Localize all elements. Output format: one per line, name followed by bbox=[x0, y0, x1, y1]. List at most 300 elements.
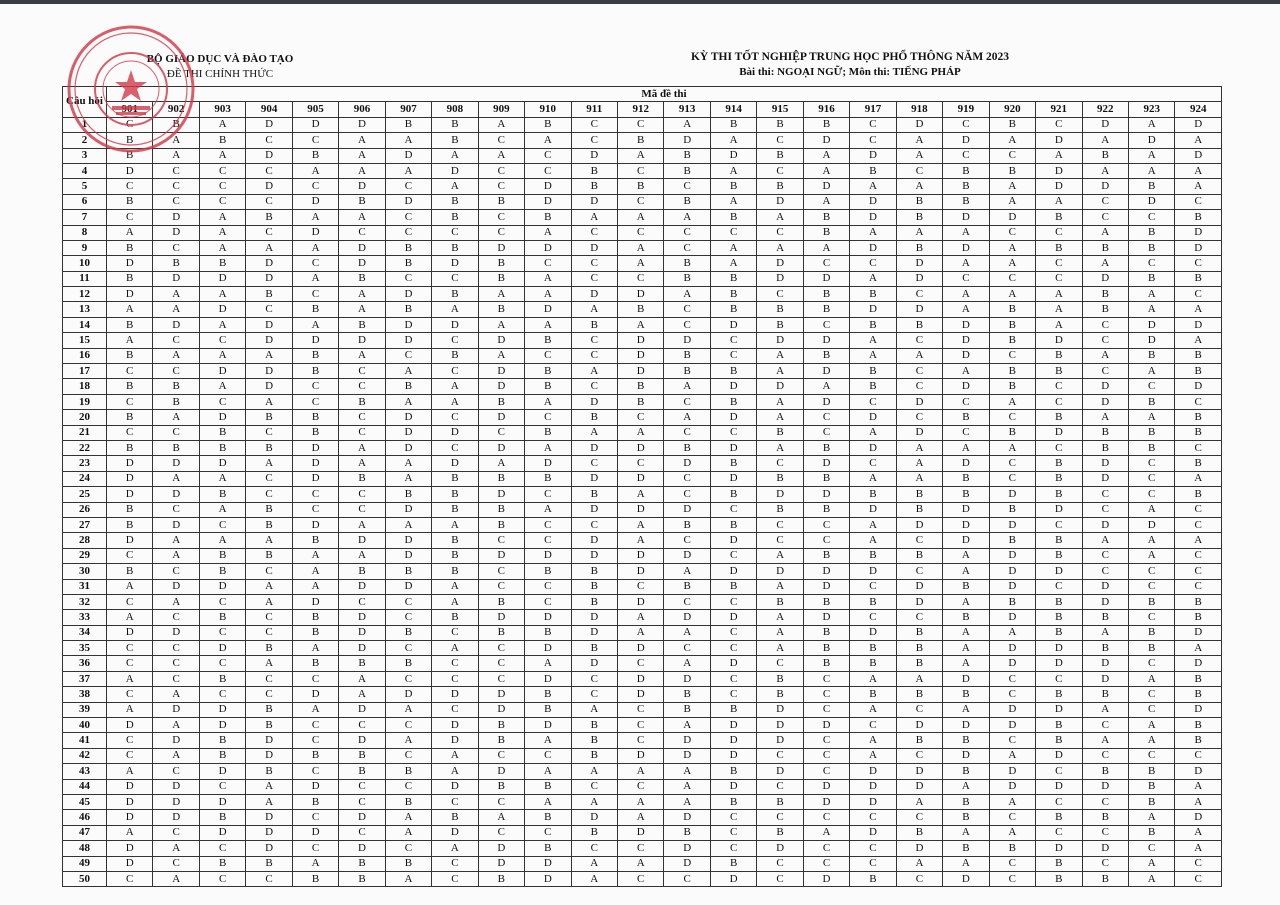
answer-cell: D bbox=[850, 302, 896, 317]
answer-cell: D bbox=[943, 456, 989, 471]
answer-cell: C bbox=[989, 471, 1035, 486]
answer-cell: D bbox=[292, 687, 338, 702]
answer-cell: D bbox=[1036, 502, 1082, 517]
answer-cell: C bbox=[896, 810, 942, 825]
table-row bbox=[63, 117, 1222, 132]
answer-cell: C bbox=[896, 163, 942, 178]
question-number: 40 bbox=[63, 718, 107, 733]
answer-cell: D bbox=[339, 256, 385, 271]
answer-cell: C bbox=[757, 748, 803, 763]
answer-cell: B bbox=[757, 825, 803, 840]
answer-cell: A bbox=[1175, 794, 1222, 809]
answer-cell: B bbox=[432, 117, 478, 132]
answer-cell: A bbox=[989, 133, 1035, 148]
answer-cell: A bbox=[571, 856, 617, 871]
answer-cell: A bbox=[153, 471, 199, 486]
answer-cell: B bbox=[339, 764, 385, 779]
answer-cell: C bbox=[710, 825, 756, 840]
answer-cell: D bbox=[850, 148, 896, 163]
answer-cell: A bbox=[1128, 502, 1174, 517]
answer-cell: B bbox=[710, 287, 756, 302]
answer-cell: C bbox=[896, 287, 942, 302]
answer-cell: C bbox=[989, 687, 1035, 702]
answer-cell: A bbox=[246, 456, 292, 471]
table-row bbox=[63, 641, 1222, 656]
answer-cell: B bbox=[478, 271, 524, 286]
answer-cell: D bbox=[107, 471, 153, 486]
answer-cell: B bbox=[710, 764, 756, 779]
answer-cell: B bbox=[385, 656, 431, 671]
answer-cell: B bbox=[710, 702, 756, 717]
answer-cell: C bbox=[571, 517, 617, 532]
answer-cell: C bbox=[664, 871, 710, 886]
answer-cell: D bbox=[107, 856, 153, 871]
question-number: 38 bbox=[63, 687, 107, 702]
answer-cell: D bbox=[710, 733, 756, 748]
answer-cell: B bbox=[1082, 610, 1128, 625]
answer-cell: C bbox=[571, 841, 617, 856]
answer-cell: C bbox=[710, 841, 756, 856]
answer-cell: A bbox=[850, 225, 896, 240]
answer-cell: C bbox=[757, 133, 803, 148]
answer-cell: B bbox=[571, 718, 617, 733]
answer-cell: A bbox=[757, 240, 803, 255]
answer-cell: D bbox=[943, 210, 989, 225]
answer-cell: A bbox=[943, 440, 989, 455]
answer-cell: D bbox=[246, 333, 292, 348]
answer-cell: D bbox=[896, 256, 942, 271]
answer-cell: D bbox=[246, 733, 292, 748]
answer-cell: A bbox=[1128, 733, 1174, 748]
answer-cell: C bbox=[339, 425, 385, 440]
answer-key-table bbox=[62, 86, 1222, 887]
answer-cell: B bbox=[664, 440, 710, 455]
answer-cell: C bbox=[153, 194, 199, 209]
answer-cell: D bbox=[757, 841, 803, 856]
answer-cell: B bbox=[757, 471, 803, 486]
answer-cell: D bbox=[1036, 425, 1082, 440]
answer-cell: B bbox=[385, 256, 431, 271]
answer-cell: D bbox=[943, 348, 989, 363]
answer-cell: D bbox=[1175, 702, 1222, 717]
answer-cell: A bbox=[1036, 317, 1082, 332]
answer-cell: D bbox=[153, 579, 199, 594]
answer-cell: C bbox=[617, 163, 663, 178]
answer-cell: C bbox=[385, 610, 431, 625]
answer-cell: B bbox=[1128, 641, 1174, 656]
answer-cell: D bbox=[989, 579, 1035, 594]
answer-cell: A bbox=[478, 148, 524, 163]
answer-cell: C bbox=[803, 856, 849, 871]
answer-cell: C bbox=[989, 148, 1035, 163]
answer-cell: D bbox=[757, 487, 803, 502]
answer-cell: C bbox=[153, 502, 199, 517]
answer-cell: A bbox=[153, 533, 199, 548]
answer-cell: B bbox=[803, 641, 849, 656]
answer-cell: D bbox=[107, 810, 153, 825]
answer-cell: D bbox=[664, 748, 710, 763]
answer-cell: C bbox=[989, 225, 1035, 240]
answer-cell: A bbox=[525, 287, 571, 302]
exam-code: 912 bbox=[617, 102, 663, 117]
answer-cell: C bbox=[617, 702, 663, 717]
answer-cell: D bbox=[107, 287, 153, 302]
answer-cell: A bbox=[757, 610, 803, 625]
answer-cell: D bbox=[432, 317, 478, 332]
answer-cell: B bbox=[710, 487, 756, 502]
answer-cell: B bbox=[199, 564, 245, 579]
answer-cell: D bbox=[525, 718, 571, 733]
answer-cell: A bbox=[432, 764, 478, 779]
answer-cell: C bbox=[478, 794, 524, 809]
answer-cell: A bbox=[107, 579, 153, 594]
answer-cell: D bbox=[571, 610, 617, 625]
answer-cell: C bbox=[292, 179, 338, 194]
answer-cell: A bbox=[246, 533, 292, 548]
answer-cell: C bbox=[153, 656, 199, 671]
answer-cell: B bbox=[246, 502, 292, 517]
answer-cell: A bbox=[989, 625, 1035, 640]
answer-cell: D bbox=[199, 794, 245, 809]
answer-cell: A bbox=[292, 163, 338, 178]
table-row bbox=[63, 871, 1222, 886]
answer-cell: B bbox=[385, 564, 431, 579]
answer-cell: C bbox=[246, 564, 292, 579]
question-number: 31 bbox=[63, 579, 107, 594]
answer-cell: C bbox=[1082, 825, 1128, 840]
answer-cell: C bbox=[246, 225, 292, 240]
answer-cell: C bbox=[525, 148, 571, 163]
answer-cell: C bbox=[664, 394, 710, 409]
answer-cell: A bbox=[478, 810, 524, 825]
answer-cell: C bbox=[153, 564, 199, 579]
answer-cell: D bbox=[385, 579, 431, 594]
answer-cell: C bbox=[757, 810, 803, 825]
answer-cell: A bbox=[432, 179, 478, 194]
answer-cell: B bbox=[478, 394, 524, 409]
answer-cell: A bbox=[1128, 718, 1174, 733]
answer-cell: D bbox=[757, 271, 803, 286]
answer-cell: B bbox=[246, 548, 292, 563]
answer-cell: A bbox=[385, 471, 431, 486]
answer-cell: B bbox=[1036, 471, 1082, 486]
exam-code-row bbox=[63, 102, 1222, 117]
answer-cell: C bbox=[710, 425, 756, 440]
answer-cell: C bbox=[246, 871, 292, 886]
answer-cell: A bbox=[1036, 194, 1082, 209]
table-row bbox=[63, 548, 1222, 563]
answer-cell: A bbox=[525, 394, 571, 409]
answer-cell: D bbox=[1082, 656, 1128, 671]
answer-cell: A bbox=[1082, 348, 1128, 363]
answer-cell: A bbox=[432, 517, 478, 532]
question-number: 9 bbox=[63, 240, 107, 255]
answer-cell: D bbox=[385, 548, 431, 563]
answer-cell: D bbox=[803, 779, 849, 794]
answer-cell: C bbox=[989, 856, 1035, 871]
answer-cell: B bbox=[1036, 687, 1082, 702]
answer-cell: C bbox=[803, 517, 849, 532]
answer-cell: B bbox=[432, 471, 478, 486]
answer-cell: A bbox=[339, 548, 385, 563]
answer-cell: A bbox=[246, 240, 292, 255]
answer-cell: A bbox=[199, 287, 245, 302]
answer-cell: D bbox=[339, 733, 385, 748]
answer-cell: A bbox=[153, 748, 199, 763]
answer-cell: D bbox=[850, 779, 896, 794]
answer-cell: C bbox=[246, 194, 292, 209]
answer-cell: B bbox=[107, 194, 153, 209]
answer-cell: D bbox=[571, 810, 617, 825]
table-row bbox=[63, 579, 1222, 594]
answer-cell: D bbox=[478, 856, 524, 871]
answer-cell: A bbox=[292, 579, 338, 594]
answer-cell: C bbox=[664, 487, 710, 502]
answer-cell: B bbox=[1128, 440, 1174, 455]
answer-cell: A bbox=[153, 287, 199, 302]
answer-cell: A bbox=[385, 702, 431, 717]
answer-cell: D bbox=[989, 656, 1035, 671]
answer-cell: B bbox=[896, 687, 942, 702]
answer-cell: A bbox=[1082, 410, 1128, 425]
answer-cell: B bbox=[803, 348, 849, 363]
answer-cell: C bbox=[571, 671, 617, 686]
question-number: 46 bbox=[63, 810, 107, 825]
answer-cell: C bbox=[292, 671, 338, 686]
answer-cell: C bbox=[1128, 456, 1174, 471]
answer-cell: D bbox=[292, 440, 338, 455]
answer-cell: A bbox=[1128, 410, 1174, 425]
answer-cell: C bbox=[1175, 856, 1222, 871]
answer-cell: C bbox=[989, 456, 1035, 471]
answer-cell: B bbox=[989, 317, 1035, 332]
answer-cell: A bbox=[943, 594, 989, 609]
answer-cell: C bbox=[339, 502, 385, 517]
answer-cell: C bbox=[850, 579, 896, 594]
answer-cell: D bbox=[803, 364, 849, 379]
question-number: 24 bbox=[63, 471, 107, 486]
answer-cell: C bbox=[199, 841, 245, 856]
answer-cell: B bbox=[478, 502, 524, 517]
answer-cell: B bbox=[1082, 440, 1128, 455]
answer-cell: C bbox=[339, 225, 385, 240]
answer-cell: A bbox=[385, 133, 431, 148]
answer-cell: B bbox=[199, 748, 245, 763]
answer-cell: A bbox=[664, 794, 710, 809]
answer-cell: B bbox=[1128, 179, 1174, 194]
answer-cell: A bbox=[1036, 148, 1082, 163]
exam-code: 909 bbox=[478, 102, 524, 117]
answer-cell: C bbox=[617, 225, 663, 240]
exam-code: 908 bbox=[432, 102, 478, 117]
answer-cell: A bbox=[292, 548, 338, 563]
table-row bbox=[63, 671, 1222, 686]
answer-cell: D bbox=[617, 687, 663, 702]
answer-cell: B bbox=[664, 687, 710, 702]
exam-code: 905 bbox=[292, 102, 338, 117]
answer-cell: C bbox=[710, 502, 756, 517]
answer-cell: C bbox=[617, 841, 663, 856]
answer-cell: A bbox=[385, 871, 431, 886]
answer-cell: C bbox=[525, 825, 571, 840]
answer-cell: B bbox=[432, 287, 478, 302]
answer-cell: B bbox=[664, 148, 710, 163]
answer-cell: B bbox=[1128, 348, 1174, 363]
answer-cell: B bbox=[1128, 594, 1174, 609]
answer-cell: D bbox=[664, 548, 710, 563]
answer-cell: D bbox=[617, 825, 663, 840]
answer-cell: B bbox=[803, 225, 849, 240]
answer-cell: A bbox=[199, 379, 245, 394]
answer-cell: A bbox=[571, 210, 617, 225]
answer-cell: A bbox=[710, 194, 756, 209]
answer-cell: B bbox=[664, 256, 710, 271]
answer-cell: A bbox=[896, 179, 942, 194]
answer-cell: A bbox=[943, 825, 989, 840]
answer-cell: C bbox=[385, 594, 431, 609]
answer-cell: D bbox=[292, 471, 338, 486]
answer-cell: B bbox=[710, 364, 756, 379]
answer-cell: B bbox=[525, 117, 571, 132]
answer-cell: B bbox=[1175, 718, 1222, 733]
question-number: 50 bbox=[63, 871, 107, 886]
answer-cell: B bbox=[710, 794, 756, 809]
answer-cell: A bbox=[199, 225, 245, 240]
answer-cell: D bbox=[1082, 517, 1128, 532]
answer-cell: A bbox=[292, 317, 338, 332]
answer-cell: D bbox=[803, 871, 849, 886]
answer-cell: A bbox=[757, 394, 803, 409]
answer-cell: C bbox=[385, 348, 431, 363]
answer-cell: B bbox=[246, 287, 292, 302]
answer-cell: B bbox=[896, 502, 942, 517]
answer-cell: A bbox=[896, 456, 942, 471]
answer-cell: B bbox=[943, 163, 989, 178]
answer-cell: D bbox=[246, 379, 292, 394]
question-number: 42 bbox=[63, 748, 107, 763]
answer-cell: B bbox=[199, 133, 245, 148]
answer-cell: D bbox=[1128, 133, 1174, 148]
answer-cell: B bbox=[664, 348, 710, 363]
answer-cell: D bbox=[478, 379, 524, 394]
answer-cell: A bbox=[757, 625, 803, 640]
answer-cell: C bbox=[153, 364, 199, 379]
answer-cell: D bbox=[896, 302, 942, 317]
answer-cell: C bbox=[850, 856, 896, 871]
answer-cell: A bbox=[850, 533, 896, 548]
answer-cell: C bbox=[1175, 579, 1222, 594]
answer-cell: C bbox=[525, 410, 571, 425]
answer-cell: D bbox=[107, 163, 153, 178]
answer-cell: B bbox=[1036, 410, 1082, 425]
answer-cell: C bbox=[107, 641, 153, 656]
answer-cell: C bbox=[664, 302, 710, 317]
answer-cell: C bbox=[617, 656, 663, 671]
answer-cell: B bbox=[385, 117, 431, 132]
answer-cell: D bbox=[757, 702, 803, 717]
answer-cell: D bbox=[1036, 841, 1082, 856]
answer-cell: C bbox=[292, 487, 338, 502]
answer-cell: B bbox=[107, 317, 153, 332]
answer-cell: C bbox=[896, 333, 942, 348]
answer-cell: C bbox=[478, 425, 524, 440]
answer-cell: D bbox=[571, 656, 617, 671]
table-row bbox=[63, 425, 1222, 440]
answer-cell: A bbox=[292, 240, 338, 255]
answer-cell: B bbox=[246, 517, 292, 532]
answer-cell: D bbox=[339, 117, 385, 132]
answer-cell: D bbox=[199, 271, 245, 286]
answer-cell: A bbox=[1128, 163, 1174, 178]
answer-cell: C bbox=[246, 133, 292, 148]
answer-cell: D bbox=[1082, 271, 1128, 286]
answer-cell: D bbox=[943, 333, 989, 348]
answer-cell: B bbox=[339, 564, 385, 579]
answer-cell: D bbox=[850, 210, 896, 225]
answer-cell: B bbox=[107, 148, 153, 163]
answer-cell: A bbox=[571, 764, 617, 779]
answer-cell: B bbox=[525, 425, 571, 440]
answer-cell: D bbox=[757, 333, 803, 348]
answer-cell: C bbox=[1175, 748, 1222, 763]
answer-cell: C bbox=[1036, 440, 1082, 455]
exam-code: 917 bbox=[850, 102, 896, 117]
answer-cell: B bbox=[989, 533, 1035, 548]
answer-cell: A bbox=[199, 348, 245, 363]
answer-cell: A bbox=[1175, 133, 1222, 148]
question-number: 2 bbox=[63, 133, 107, 148]
answer-cell: B bbox=[525, 379, 571, 394]
answer-cell: C bbox=[1036, 379, 1082, 394]
table-row bbox=[63, 779, 1222, 794]
answer-cell: D bbox=[292, 456, 338, 471]
answer-cell: D bbox=[803, 718, 849, 733]
answer-cell: B bbox=[850, 548, 896, 563]
answer-cell: B bbox=[246, 641, 292, 656]
answer-cell: C bbox=[664, 179, 710, 194]
answer-cell: C bbox=[617, 733, 663, 748]
answer-cell: C bbox=[339, 779, 385, 794]
answer-cell: C bbox=[246, 671, 292, 686]
answer-cell: B bbox=[896, 194, 942, 209]
answer-cell: A bbox=[617, 794, 663, 809]
answer-cell: B bbox=[803, 117, 849, 132]
answer-cell: B bbox=[1175, 733, 1222, 748]
answer-cell: C bbox=[107, 179, 153, 194]
answer-cell: A bbox=[246, 656, 292, 671]
answer-cell: B bbox=[1175, 364, 1222, 379]
answer-cell: D bbox=[710, 410, 756, 425]
answer-cell: B bbox=[896, 210, 942, 225]
answer-cell: A bbox=[664, 656, 710, 671]
answer-cell: D bbox=[896, 579, 942, 594]
question-number: 7 bbox=[63, 210, 107, 225]
question-number: 10 bbox=[63, 256, 107, 271]
exam-code: 922 bbox=[1082, 102, 1128, 117]
answer-cell: D bbox=[107, 256, 153, 271]
answer-cell: A bbox=[803, 163, 849, 178]
answer-cell: B bbox=[385, 302, 431, 317]
answer-cell: A bbox=[1175, 163, 1222, 178]
answer-cell: C bbox=[710, 348, 756, 363]
answer-cell: C bbox=[1128, 687, 1174, 702]
answer-cell: B bbox=[292, 533, 338, 548]
answer-cell: B bbox=[292, 871, 338, 886]
answer-cell: C bbox=[432, 871, 478, 886]
answer-cell: D bbox=[571, 194, 617, 209]
question-number: 23 bbox=[63, 456, 107, 471]
answer-cell: A bbox=[1082, 625, 1128, 640]
